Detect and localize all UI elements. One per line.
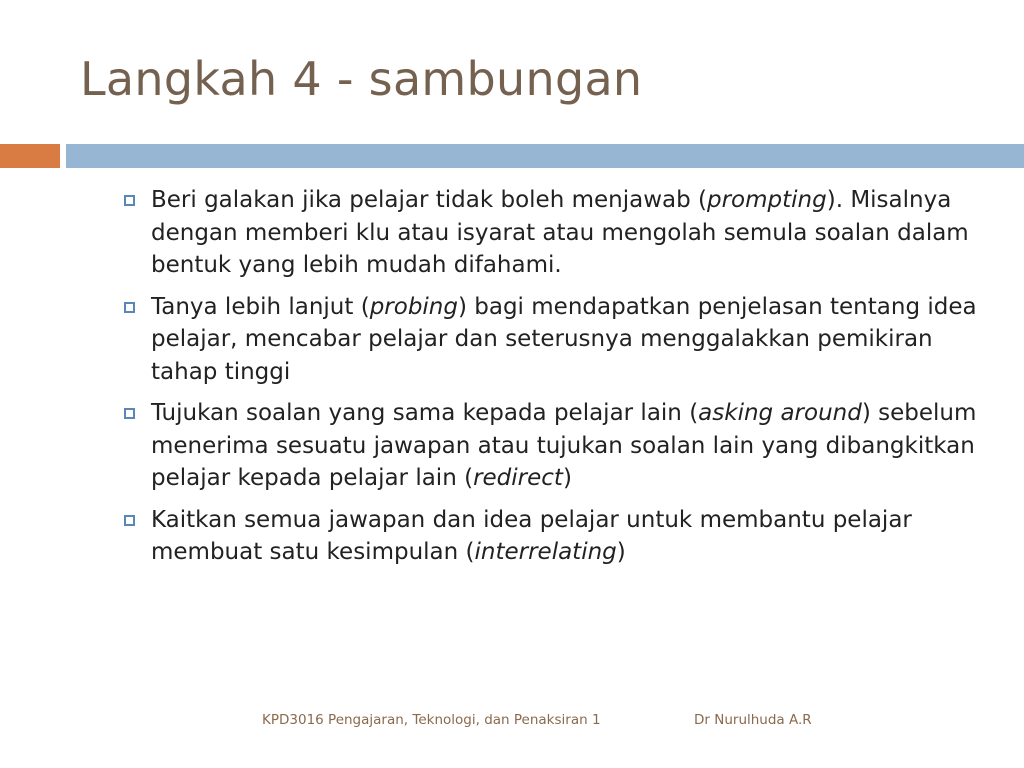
bullet-term: redirect bbox=[473, 465, 563, 491]
square-outline-bullet-icon bbox=[124, 515, 135, 526]
bullet-item bbox=[120, 504, 980, 569]
footer-author: Dr Nurulhuda A.R bbox=[694, 712, 812, 728]
bullet-item bbox=[120, 397, 980, 495]
bullet-list bbox=[120, 184, 980, 569]
square-outline-bullet-icon bbox=[124, 195, 135, 206]
bullet-text: Beri galakan jika pelajar tidak boleh menjawab ( bbox=[151, 187, 707, 213]
bullet-item bbox=[120, 291, 980, 389]
bullet-text: ). Misalnya dengan memberi klu atau isyarat atau mengolah semula soalan dalam bentuk yang lebih mudah difahami. bbox=[151, 187, 969, 278]
bullet-text: ) bbox=[616, 539, 626, 565]
bullet-term: interrelating bbox=[474, 539, 617, 565]
bullet-term: prompting bbox=[707, 187, 827, 213]
bullet-text: Tujukan soalan yang sama kepada pelajar lain ( bbox=[151, 400, 699, 426]
bullet-text: ) bbox=[562, 465, 572, 491]
bullet-text: ) sebelum menerima sesuatu jawapan atau tujukan soalan lain yang dibangkitkan pelajar kepada pelajar lain ( bbox=[151, 400, 977, 491]
bullet-text: Tanya lebih lanjut ( bbox=[151, 293, 370, 320]
accent-bar-orange bbox=[0, 144, 60, 168]
bullet-term: probing bbox=[369, 293, 458, 320]
accent-bar-blue bbox=[66, 144, 1024, 168]
bullet-term: asking around bbox=[698, 400, 862, 426]
square-outline-bullet-icon bbox=[124, 302, 135, 313]
bullet-text: ) bagi mendapatkan penjelasan tentang idea pelajar, mencabar pelajar dan seterusnya menggalakkan pemikiran tahap tinggi bbox=[151, 293, 977, 385]
bullet-text: Kaitkan semua jawapan dan idea pelajar untuk membantu pelajar membuat satu kesimpulan ( bbox=[151, 506, 912, 565]
bullet-item bbox=[120, 184, 980, 282]
square-outline-bullet-icon bbox=[124, 408, 135, 419]
footer-course: KPD3016 Pengajaran, Teknologi, dan Penaksiran 1 bbox=[262, 712, 601, 728]
slide-title: Langkah 4 - sambungan bbox=[80, 52, 643, 106]
slide-content bbox=[120, 184, 980, 578]
